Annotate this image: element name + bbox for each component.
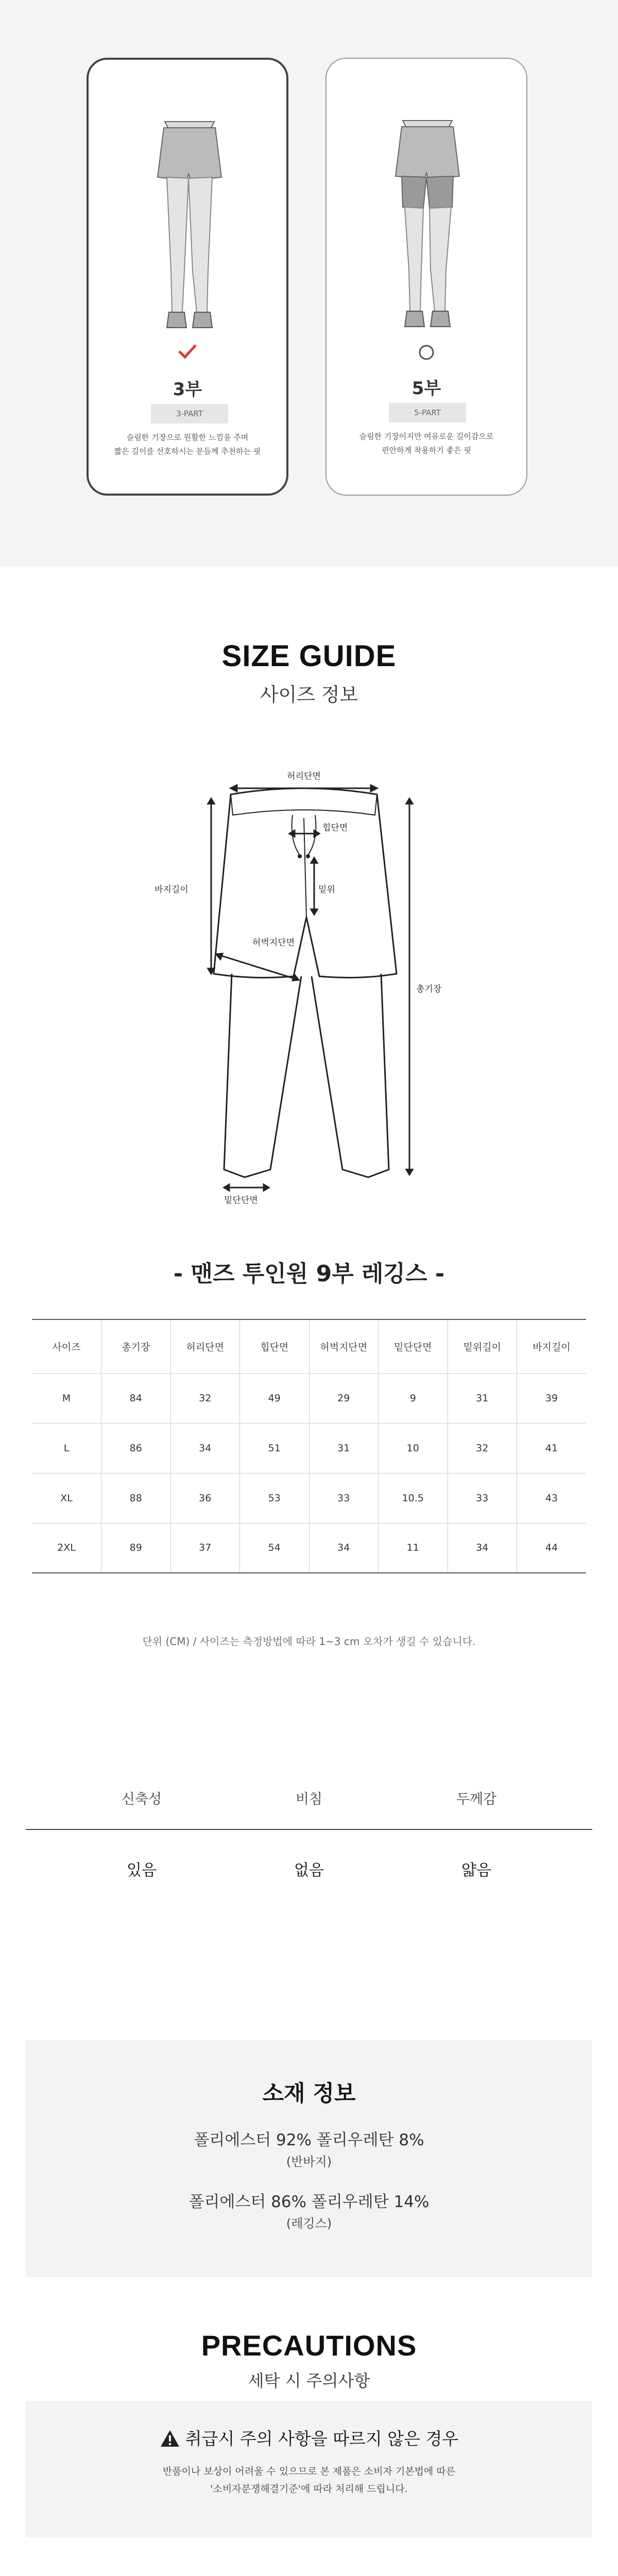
table-cell: 9 xyxy=(379,1373,448,1423)
length-option-badge: 5-PART xyxy=(389,403,466,422)
hem-label: 밑단단면 xyxy=(224,1195,258,1206)
table-cell: 34 xyxy=(448,1523,517,1573)
table-cell: L xyxy=(32,1423,101,1473)
waist-label: 허리단면 xyxy=(287,771,321,782)
table-cell: 33 xyxy=(448,1473,517,1523)
size-guide-diagram xyxy=(154,757,464,1206)
warning-title: 취급시 주의 사항을 따르지 않은 경우 xyxy=(26,2426,592,2450)
material-composition: 폴리에스터 92% 폴리우레탄 8% xyxy=(194,2131,424,2149)
column-header: 바지길이 xyxy=(517,1319,587,1373)
material-part: (레깅스) xyxy=(286,2216,332,2231)
length-option-name: 3부 xyxy=(173,379,202,400)
table-cell: 84 xyxy=(101,1373,171,1423)
fabric-feel-section xyxy=(0,1747,618,2035)
column-header: 밑위길이 xyxy=(448,1319,517,1373)
fabric-feel-value: 얇음 xyxy=(461,1861,491,1879)
fabric-feel-value: 있음 xyxy=(127,1861,157,1879)
length-option-card-3-part[interactable] xyxy=(87,58,288,496)
material-box xyxy=(26,2040,592,2277)
precautions-title: PRECAUTIONS xyxy=(201,2329,417,2362)
table-row xyxy=(32,1523,586,1573)
table-cell: 37 xyxy=(170,1523,240,1573)
description-line: 편안하게 착용하기 좋은 핏 xyxy=(382,446,471,455)
table-cell: 11 xyxy=(379,1523,448,1573)
table-cell: 10 xyxy=(379,1423,448,1473)
total-length-label: 총기장 xyxy=(416,984,442,994)
table-cell: 88 xyxy=(101,1473,171,1523)
table-row xyxy=(32,1473,586,1523)
material-title: 소재 정보 xyxy=(262,2081,356,2107)
check-icon xyxy=(89,343,286,362)
table-cell: 32 xyxy=(170,1373,240,1423)
table-cell: 41 xyxy=(517,1423,587,1473)
table-cell: 89 xyxy=(101,1523,171,1573)
table-cell: 54 xyxy=(240,1523,310,1573)
leggings-3-part-illustration xyxy=(133,116,246,333)
table-cell: 34 xyxy=(309,1523,379,1573)
table-cell: 10.5 xyxy=(379,1473,448,1523)
precautions-section xyxy=(0,2329,618,2576)
description-line: 짧은 길이를 선호하시는 분들께 추천하는 핏 xyxy=(114,447,261,456)
product-title: - 맨즈 투인원 9부 레깅스 - xyxy=(173,1261,445,1287)
fabric-feel-value: 없음 xyxy=(294,1861,324,1879)
precautions-subtitle: 세탁 시 주의사항 xyxy=(248,2371,370,2391)
material-part: (반바지) xyxy=(286,2155,332,2169)
description-line: 슬림한 기장으로 원활한 느낌을 주며 xyxy=(126,433,249,442)
table-cell: 29 xyxy=(309,1373,379,1423)
warning-line: 반품이나 보상이 어려울 수 있으므로 본 제품은 소비자 기본법에 따른 xyxy=(162,2466,456,2477)
warning-description xyxy=(26,2463,592,2498)
column-header: 밑단단면 xyxy=(379,1319,448,1373)
size-guide-title: SIZE GUIDE xyxy=(221,639,397,673)
column-header: 사이즈 xyxy=(32,1319,101,1373)
table-cell: XL xyxy=(32,1473,101,1523)
length-option-name: 5부 xyxy=(411,378,441,399)
table-cell: 53 xyxy=(240,1473,310,1523)
table-cell: 36 xyxy=(170,1473,240,1523)
table-cell: 34 xyxy=(170,1423,240,1473)
length-option-description xyxy=(338,430,515,457)
warning-box xyxy=(26,2401,592,2537)
size-guide-section xyxy=(0,567,618,1747)
table-cell: 43 xyxy=(517,1473,587,1523)
table-cell: 86 xyxy=(101,1423,171,1473)
fabric-feel-item xyxy=(59,1788,224,1880)
length-option-badge: 3-PART xyxy=(151,404,228,423)
column-header: 허벅지단면 xyxy=(309,1319,379,1373)
table-cell: M xyxy=(32,1373,101,1423)
table-cell: 31 xyxy=(448,1373,517,1423)
fabric-feel-item xyxy=(394,1788,559,1880)
size-table-header-row xyxy=(32,1319,586,1373)
thigh-label: 허벅지단면 xyxy=(252,938,295,948)
table-cell: 44 xyxy=(517,1523,587,1573)
column-header: 힙단면 xyxy=(240,1319,310,1373)
table-cell: 32 xyxy=(448,1423,517,1473)
length-option-description xyxy=(100,431,275,459)
length-option-card-5-part[interactable] xyxy=(325,58,527,496)
size-note: 단위 (CM) / 사이즈는 측정방법에 따라 1~3 cm 오차가 생길 수 있습니다. xyxy=(142,1635,476,1648)
rise-label: 밑위 xyxy=(318,885,335,895)
size-table xyxy=(32,1319,586,1573)
table-cell: 51 xyxy=(240,1423,310,1473)
fabric-feel-label: 신축성 xyxy=(121,1791,162,1807)
material-composition: 폴리에스터 86% 폴리우레탄 14% xyxy=(188,2193,430,2211)
size-guide-subtitle: 사이즈 정보 xyxy=(260,684,358,706)
table-cell: 31 xyxy=(309,1423,379,1473)
unselected-radio-icon xyxy=(327,342,526,365)
table-cell: 39 xyxy=(517,1373,587,1423)
table-cell: 33 xyxy=(309,1473,379,1523)
fabric-feel-label: 두께감 xyxy=(456,1791,497,1807)
column-header: 총기장 xyxy=(101,1319,171,1373)
table-row xyxy=(32,1373,586,1423)
table-cell: 2XL xyxy=(32,1523,101,1573)
material-section xyxy=(0,2035,618,2329)
length-options-section xyxy=(0,0,618,567)
fabric-feel-item xyxy=(227,1788,391,1880)
hip-label: 힙단면 xyxy=(322,823,348,833)
description-line: 슬림한 기장이지만 여유로운 길이감으로 xyxy=(359,432,494,441)
pants-length-label: 바지길이 xyxy=(154,885,188,895)
table-row xyxy=(32,1423,586,1473)
table-cell: 49 xyxy=(240,1373,310,1423)
warning-line: '소비자분쟁해결기준'에 따라 처리해 드립니다. xyxy=(210,2483,408,2495)
warning-icon xyxy=(160,2429,180,2448)
leggings-5-part-illustration xyxy=(371,115,484,332)
fabric-feel-label: 비침 xyxy=(295,1791,323,1807)
column-header: 허리단면 xyxy=(170,1319,240,1373)
